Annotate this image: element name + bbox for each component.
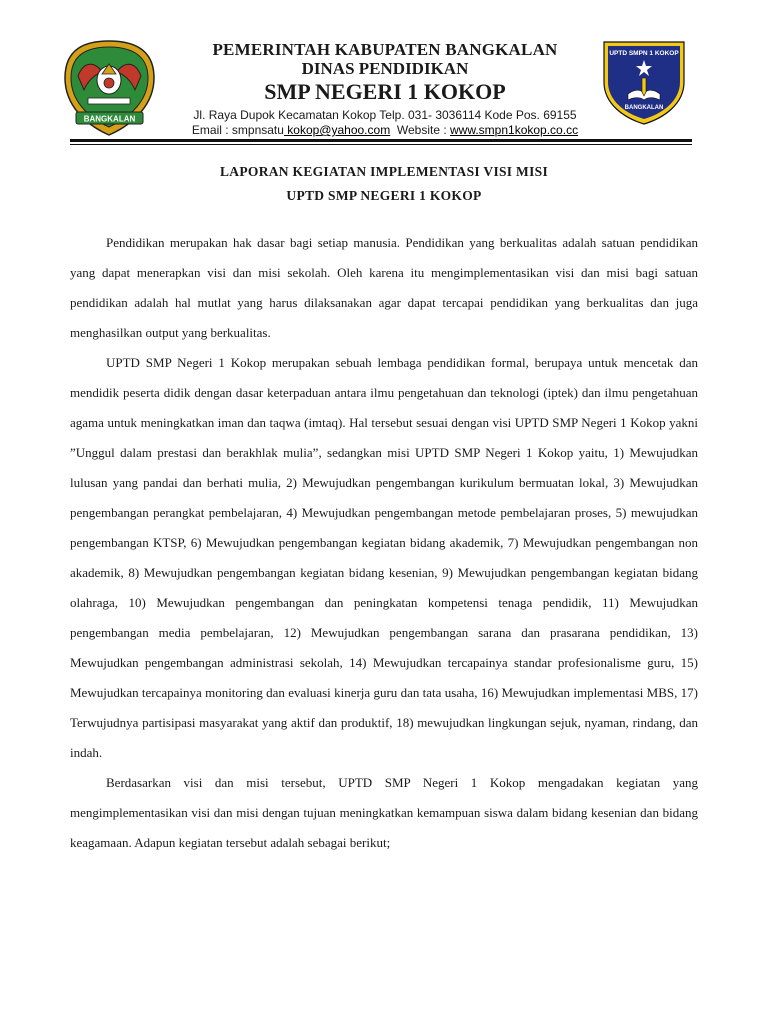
email-link[interactable]: kokop@yahoo.com xyxy=(283,123,391,137)
department-name: DINAS PENDIDIKAN xyxy=(301,59,469,78)
paragraph-activities: Berdasarkan visi dan misi tersebut, UPTD SMP Negeri 1 Kokop mengadakan kegiatan yang mengimplementasikan visi dan misi dengan tujuan meningkatkan kemampuan siswa dalam bidang kesenian dan bidang keagamaan. Adapun kegiatan tersebut adalah sebagai berikut; xyxy=(70,775,698,850)
report-body xyxy=(70,228,698,858)
website-label: Website : xyxy=(390,123,451,137)
government-name: PEMERINTAH KABUPATEN BANGKALAN xyxy=(212,40,558,59)
right-logo-bottom-text: BANGKALAN xyxy=(624,105,664,111)
letterhead-text xyxy=(160,40,610,137)
school-address: Jl. Raya Dupok Kecamatan Kokop Telp. 031- 3036114 Kode Pos. 69155 xyxy=(193,108,577,122)
report-subtitle: UPTD SMP NEGERI 1 KOKOP xyxy=(286,188,482,203)
letterhead-rule-thin xyxy=(70,144,692,145)
letterhead xyxy=(0,0,768,145)
school-name: SMP NEGERI 1 KOKOP xyxy=(264,79,506,104)
left-logo-banner-text: BANGKALAN xyxy=(83,114,136,124)
report-title: LAPORAN KEGIATAN IMPLEMENTASI VISI MISI xyxy=(220,164,548,179)
contact-line xyxy=(160,123,610,137)
email-label: Email : smpnsatu xyxy=(191,123,284,137)
school-logo xyxy=(598,38,690,126)
website-link[interactable]: www.smpn1kokop.co.cc xyxy=(450,123,579,137)
paragraph-intro: Pendidikan merupakan hak dasar bagi setiap manusia. Pendidikan yang berkualitas adalah satuan pendidikan yang dapat menerapkan visi dan misi sekolah. Oleh karena itu mengimplementasikan visi dan misi bagi satuan pendidikan adalah hal mutlat yang harus dilaksanakan agar dapat tercapai pendidikan yang berkualitas dan juga menghasilkan output yang berkualitas. xyxy=(70,235,698,340)
bangkalan-regency-logo xyxy=(62,38,157,138)
right-logo-top-text: UPTD SMPN 1 KOKOP xyxy=(609,50,679,57)
paragraph-vision-mission: UPTD SMP Negeri 1 Kokop merupakan sebuah lembaga pendidikan formal, berupaya untuk mencetak dan mendidik peserta didik dengan dasar keterpaduan antara ilmu pengetahuan dan teknologi (iptek) dan ilmu pengetahuan agama untuk meningkatkan iman dan taqwa (imtaq). Hal tersebut sesuai dengan visi UPTD SMP Negeri 1 Kokop yakni ”Unggul dalam prestasi dan berakhlak mulia”, sedangkan misi UPTD SMP Negeri 1 Kokop yaitu, 1) Mewujudkan lulusan yang pandai dan berhati mulia, 2) Mewujudkan pengembangan kurikulum bermuatan lokal, 3) Mewujudkan pengembangan perangkat pembelajaran, 4) Mewujudkan pengembangan metode pembelajaran proses, 5) mewujudkan pengembangan KTSP, 6) Mewujudkan pengembangan kegiatan bidang akademik, 7) Mewujudkan pengembangan non akademik, 8) Mewujudkan pengembangan kegiatan bidang kesenian, 9) Mewujudkan pengembangan kegiatan bidang olahraga, 10) Mewujudkan pengembangan dan peningkatan kompetensi tenaga pendidik, 11) Mewujudkan pengembangan media pembelajaran, 12) Mewujudkan pengembangan sarana dan prasarana pendidikan, 13) Mewujudkan pengembangan administrasi sekolah, 14) Mewujudkan tercapainya standar profesionalisme guru, 15) Mewujudkan tercapainya monitoring dan evaluasi kinerja guru dan tata usaha, 16) Mewujudkan implementasi MBS, 17) Terwujudnya partisipasi masyarakat yang aktif dan produktif, 18) mewujudkan lingkungan sejuk, nyaman, rindang, dan indah. xyxy=(70,355,698,760)
letterhead-rule-thick xyxy=(70,139,692,142)
